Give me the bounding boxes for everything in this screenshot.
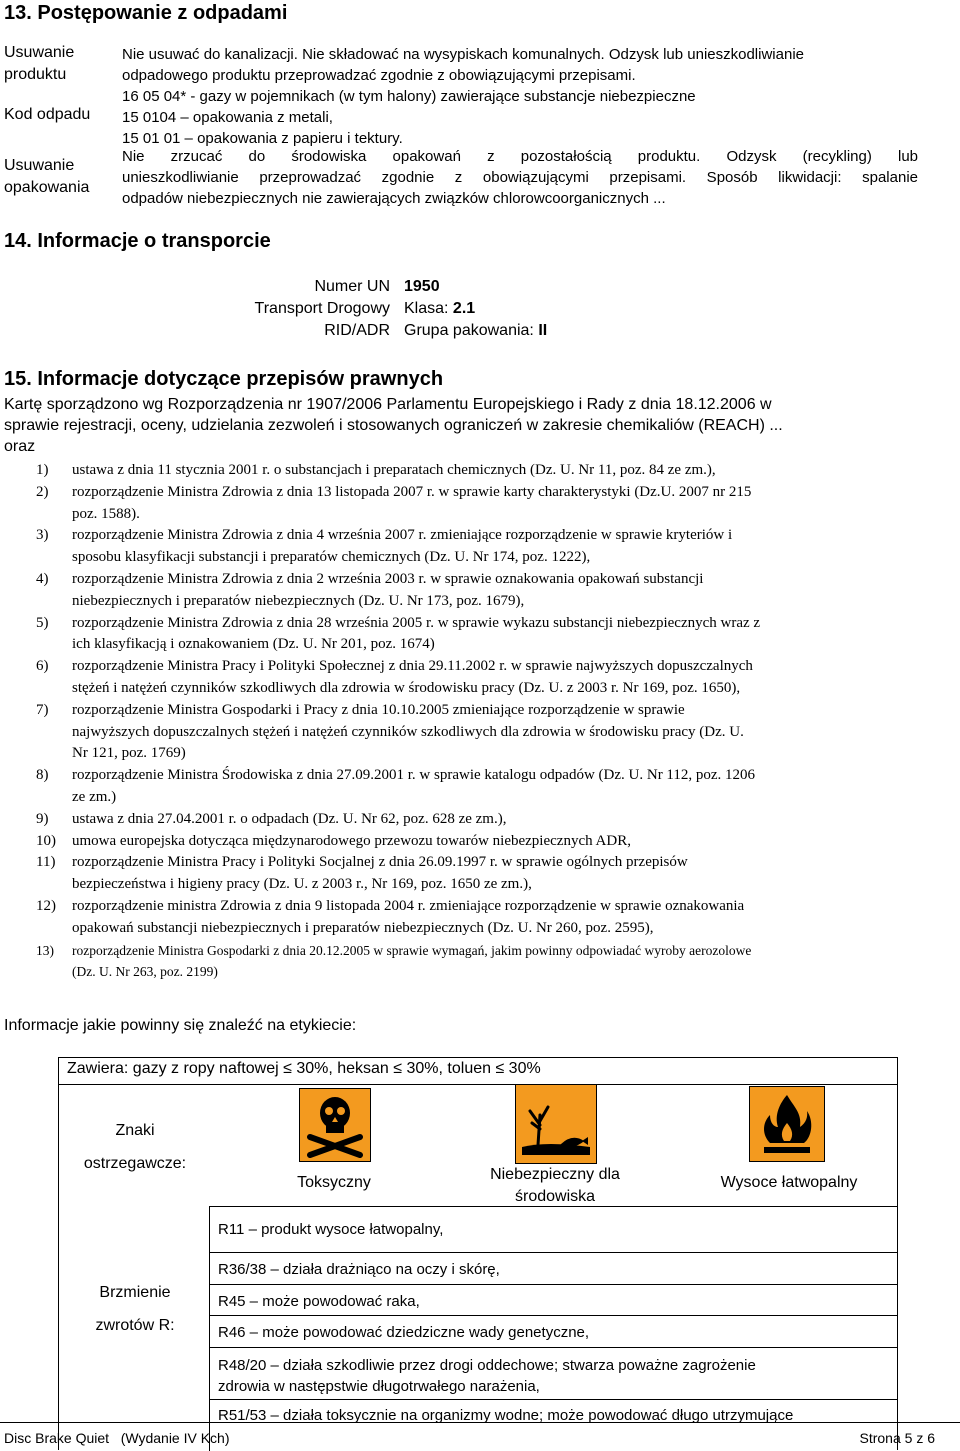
regulation-line: rozporządzenie Ministra Środowiska z dnia 27.09.2001 r. w sprawie katalogu odpadów (Dz. U. Nr 112, poz. 1206: [72, 767, 756, 784]
transport-value: 2.1: [452, 300, 476, 317]
regulation-line: poz. 1588).: [72, 505, 140, 522]
text-packaging-disposal: [122, 146, 918, 209]
divider: [210, 1347, 898, 1348]
transport-row: [200, 276, 600, 298]
regulation-text: [72, 460, 716, 482]
regulation-line: sposobu klasyfikacji substancji i preparatów chemicznych (Dz. U. Nr 174, poz. 1222),: [72, 549, 591, 566]
regulation-text: [72, 831, 631, 853]
text-line: unieszkodliwianie przeprowadzać zgodnie z obowiązującymi przepisami. Sposób likwidacji: spalanie: [122, 169, 918, 186]
pictogram-caption: [465, 1164, 645, 1208]
text-line: Nie zrzucać do środowiska opakowań z pozostałością produktu. Odzysk (recykling) lub: [122, 148, 918, 165]
regulation-line: ze zm.): [72, 788, 117, 805]
flame-icon: [749, 1086, 825, 1162]
section-15-title: 15. Informacje dotyczące przepisów prawnych: [4, 368, 444, 390]
regulation-line: Nr 121, poz. 1769): [72, 745, 186, 762]
regulation-text: [72, 482, 751, 526]
label-packaging-disposal: [4, 155, 89, 199]
regulation-item: [36, 482, 960, 526]
label-waste-code: Kod odpadu: [4, 106, 91, 123]
regulation-number: 6): [36, 658, 49, 675]
regulation-item: [36, 809, 960, 831]
regulation-item: [36, 525, 960, 569]
r-phrase: R46 – może powodować dziedziczne wady genetyczne,: [218, 1324, 590, 1341]
label-line: Znaki: [115, 1122, 155, 1139]
r-phrases-label: [67, 1276, 203, 1342]
regulation-number: 1): [36, 462, 49, 478]
r-phrase: R51/53 – działa toksycznie na organizmy wodne; może powodować długo utrzymujące: [218, 1407, 794, 1424]
text-product-disposal: [122, 44, 920, 86]
regulation-line: rozporządzenie Ministra Gospodarki z dnia 20.12.2005 w sprawie wymagań, jakim powinny odpowiadać wyroby aerozolowe: [72, 942, 752, 958]
label-line: Usuwanie: [4, 44, 75, 61]
regulation-line: rozporządzenie Ministra Zdrowia z dnia 28 września 2005 r. w sprawie wykazu substancji niebezpiecznych wraz z: [72, 614, 761, 631]
transport-label: Numer UN: [314, 278, 390, 295]
regulations-intro: [4, 394, 934, 457]
regulation-number: 11): [36, 854, 56, 871]
regulation-text: [72, 525, 732, 569]
regulation-item: [36, 831, 960, 853]
regulation-item: [36, 613, 960, 657]
regulation-number: 10): [36, 832, 56, 849]
regulation-line: rozporządzenie ministra Zdrowia z dnia 9 listopada 2004 r. zmieniające rozporządzenie w sprawie oznakowania: [72, 897, 745, 914]
regulation-number: 12): [36, 897, 56, 914]
transport-table: [200, 276, 600, 342]
label-box: [58, 1057, 898, 1450]
regulation-number: 7): [36, 701, 49, 718]
footer-page-number: Strona 5 z 6: [859, 1430, 935, 1446]
text-waste-code: [122, 86, 920, 149]
text-line: odpadowego produktu przeprowadzać zgodnie z obowiązującymi przepisami.: [122, 67, 636, 84]
regulation-line: ustawa z dnia 27.04.2001 r. o odpadach (Dz. U. Nr 62, poz. 628 ze zm.),: [72, 810, 507, 827]
regulation-item: [36, 700, 960, 765]
regulation-item: [36, 896, 960, 940]
regulation-text: [72, 613, 760, 657]
intro-line: oraz: [4, 438, 36, 455]
label-line: opakowania: [4, 179, 90, 196]
section-13-title: 13. Postępowanie z odpadami: [4, 2, 288, 24]
transport-value: 1950: [404, 278, 440, 295]
section-14-title: 14. Informacje o transporcie: [4, 230, 271, 252]
regulation-text: [72, 765, 755, 809]
regulation-item: [36, 852, 960, 896]
regulation-item: [36, 940, 960, 984]
divider: [210, 1315, 898, 1316]
regulation-line: rozporządzenie Ministra Zdrowia z dnia 4 września 2007 r. zmieniające rozporządzenie w sprawie kryteriów i: [72, 527, 733, 544]
regulation-line: umowa europejska dotycząca międzynarodowego przewozu towarów niebezpiecznych ADR,: [72, 832, 631, 849]
divider: [210, 1399, 898, 1400]
regulation-line: rozporządzenie Ministra Zdrowia z dnia 2 września 2003 r. w sprawie oznakowania opakowań substancji: [72, 570, 704, 587]
regulation-number: 9): [36, 810, 49, 827]
regulation-item: [36, 656, 960, 700]
regulation-text: [72, 852, 688, 896]
text-line: Nie usuwać do kanalizacji. Nie składować na wysypiskach komunalnych. Odzysk lub unieszkodliwianie: [122, 46, 804, 63]
text-line: 15 01 01 – opakowania z papieru i tektury.: [122, 130, 403, 147]
regulation-item: [36, 460, 960, 482]
regulation-line: rozporządzenie Ministra Pracy i Polityki Społecznej z dnia 29.11.2002 r. w sprawie najwyższych dopuszczalnych: [72, 658, 753, 675]
r-phrase: R36/38 – działa drażniąco na oczy i skórę,: [218, 1261, 500, 1278]
label-line: Brzmienie: [99, 1284, 171, 1301]
regulation-text: [72, 656, 753, 700]
regulation-item: [36, 569, 960, 613]
footer-product: Disc Brake Quiet (Wydanie IV Kch): [4, 1430, 230, 1446]
regulation-line: rozporządzenie Ministra Gospodarki i Pracy z dnia 10.10.2005 zmieniające rozporządzenie w sprawie: [72, 701, 685, 718]
regulation-number: 2): [36, 483, 49, 500]
regulation-line: opakowań substancji niebezpiecznych i preparatów niebezpiecznych (Dz. U. Nr 260, poz. 2595),: [72, 919, 654, 936]
regulation-text: [72, 896, 744, 940]
regulation-number: 8): [36, 767, 49, 784]
label-product-disposal: [4, 42, 74, 86]
regulation-number: 5): [36, 614, 49, 631]
r-phrases-table: [209, 1206, 898, 1451]
regulations-list: [36, 460, 960, 983]
regulation-line: rozporządzenie Ministra Zdrowia z dnia 13 listopada 2007 r. w sprawie karty charakterystyki (Dz.U. 2007 nr 215: [72, 483, 752, 500]
transport-label: Transport Drogowy: [254, 300, 390, 317]
label-line: ostrzegawcze:: [83, 1155, 187, 1172]
transport-value-prefix: Grupa pakowania:: [404, 322, 539, 339]
caption-line: środowiska: [514, 1188, 596, 1205]
regulation-text: [72, 940, 751, 984]
caption-line: Niebezpieczny dla: [490, 1166, 620, 1183]
text-line: 16 05 04* - gazy w pojemnikach (w tym halony) zawierające substancje niebezpieczne: [122, 88, 696, 105]
contains-text: Zawiera: gazy z ropy naftowej ≤ 30%, heksan ≤ 30%, toluen ≤ 30%: [67, 1060, 541, 1077]
r-phrase-line: zdrowia w następstwie długotrwałego narażenia,: [218, 1378, 540, 1395]
regulation-number: 13): [36, 942, 54, 958]
label-line: Usuwanie: [4, 157, 75, 174]
label-info-heading: Informacje jakie powinny się znaleźć na etykiecie:: [4, 1017, 357, 1034]
r-phrase: [218, 1355, 756, 1397]
regulation-line: ustawa z dnia 11 stycznia 2001 r. o substancjach i preparatach chemicznych (Dz. U. Nr 11, poz. 84 ze zm.),: [72, 462, 716, 478]
transport-label: RID/ADR: [324, 322, 390, 339]
regulation-line: najwyższych dopuszczalnych stężeń i natężeń czynników szkodliwych dla zdrowia w środowisku pracy (Dz. U.: [72, 723, 744, 740]
warning-signs-label: [67, 1114, 203, 1180]
regulation-text: [72, 700, 744, 765]
regulation-line: rozporządzenie Ministra Pracy i Polityki Socjalnej z dnia 26.09.1997 r. w sprawie ogólnych przepisów: [72, 854, 688, 871]
footer-rule: [0, 1422, 960, 1423]
pictogram-caption: Wysoce łatwopalny: [720, 1174, 858, 1191]
transport-value: II: [538, 322, 548, 339]
divider: [59, 1084, 897, 1085]
label-line: zwrotów R:: [95, 1317, 175, 1334]
regulation-text: [72, 809, 506, 831]
regulation-number: 3): [36, 527, 49, 544]
divider: [210, 1252, 898, 1253]
environment-hazard-icon: [515, 1084, 597, 1164]
regulation-line: stężeń i natężeń czynników szkodliwych dla zdrowia w środowisku pracy (Dz. U. z 2003 r. Nr 169, poz. 1650),: [72, 679, 741, 696]
text-line: odpadów niebezpiecznych nie zawierających związków chlorowcoorganicznych ...: [122, 190, 666, 207]
regulation-text: [72, 569, 703, 613]
regulation-line: bezpieczeństwa i higieny pracy (Dz. U. z 2003 r., Nr 169, poz. 1650 ze zm.),: [72, 876, 532, 893]
pictogram-caption: Toksyczny: [297, 1174, 371, 1191]
text-line: 15 0104 – opakowania z metali,: [122, 109, 333, 126]
intro-line: Kartę sporządzono wg Rozporządzenia nr 1907/2006 Parlamentu Europejskiego i Rady z dnia 18.12.2006 w: [4, 396, 772, 413]
label-line: produktu: [4, 66, 67, 83]
regulation-line: ich klasyfikacją i oznakowaniem (Dz. U. Nr 201, poz. 1674): [72, 636, 435, 653]
transport-value-prefix: Klasa:: [404, 300, 453, 317]
transport-row: [200, 298, 600, 320]
r-phrase-line: R48/20 – działa szkodliwie przez drogi oddechowe; stwarza poważne zagrożenie: [218, 1357, 756, 1374]
skull-crossbones-icon: [299, 1088, 371, 1162]
regulation-item: [36, 765, 960, 809]
transport-row: [200, 320, 600, 342]
r-phrase: R11 – produkt wysoce łatwopalny,: [218, 1221, 444, 1238]
divider: [210, 1284, 898, 1285]
r-phrase: R45 – może powodować raka,: [218, 1293, 420, 1310]
regulation-number: 4): [36, 570, 49, 587]
regulation-line: niebezpiecznych i preparatów niebezpiecznych (Dz. U. Nr 173, poz. 1679),: [72, 592, 525, 609]
regulation-line: (Dz. U. Nr 263, poz. 2199): [72, 964, 218, 980]
intro-line: sprawie rejestracji, oceny, udzielania zezwoleń i stosowanych ograniczeń w zakresie chemikaliów (REACH) ...: [4, 417, 783, 434]
